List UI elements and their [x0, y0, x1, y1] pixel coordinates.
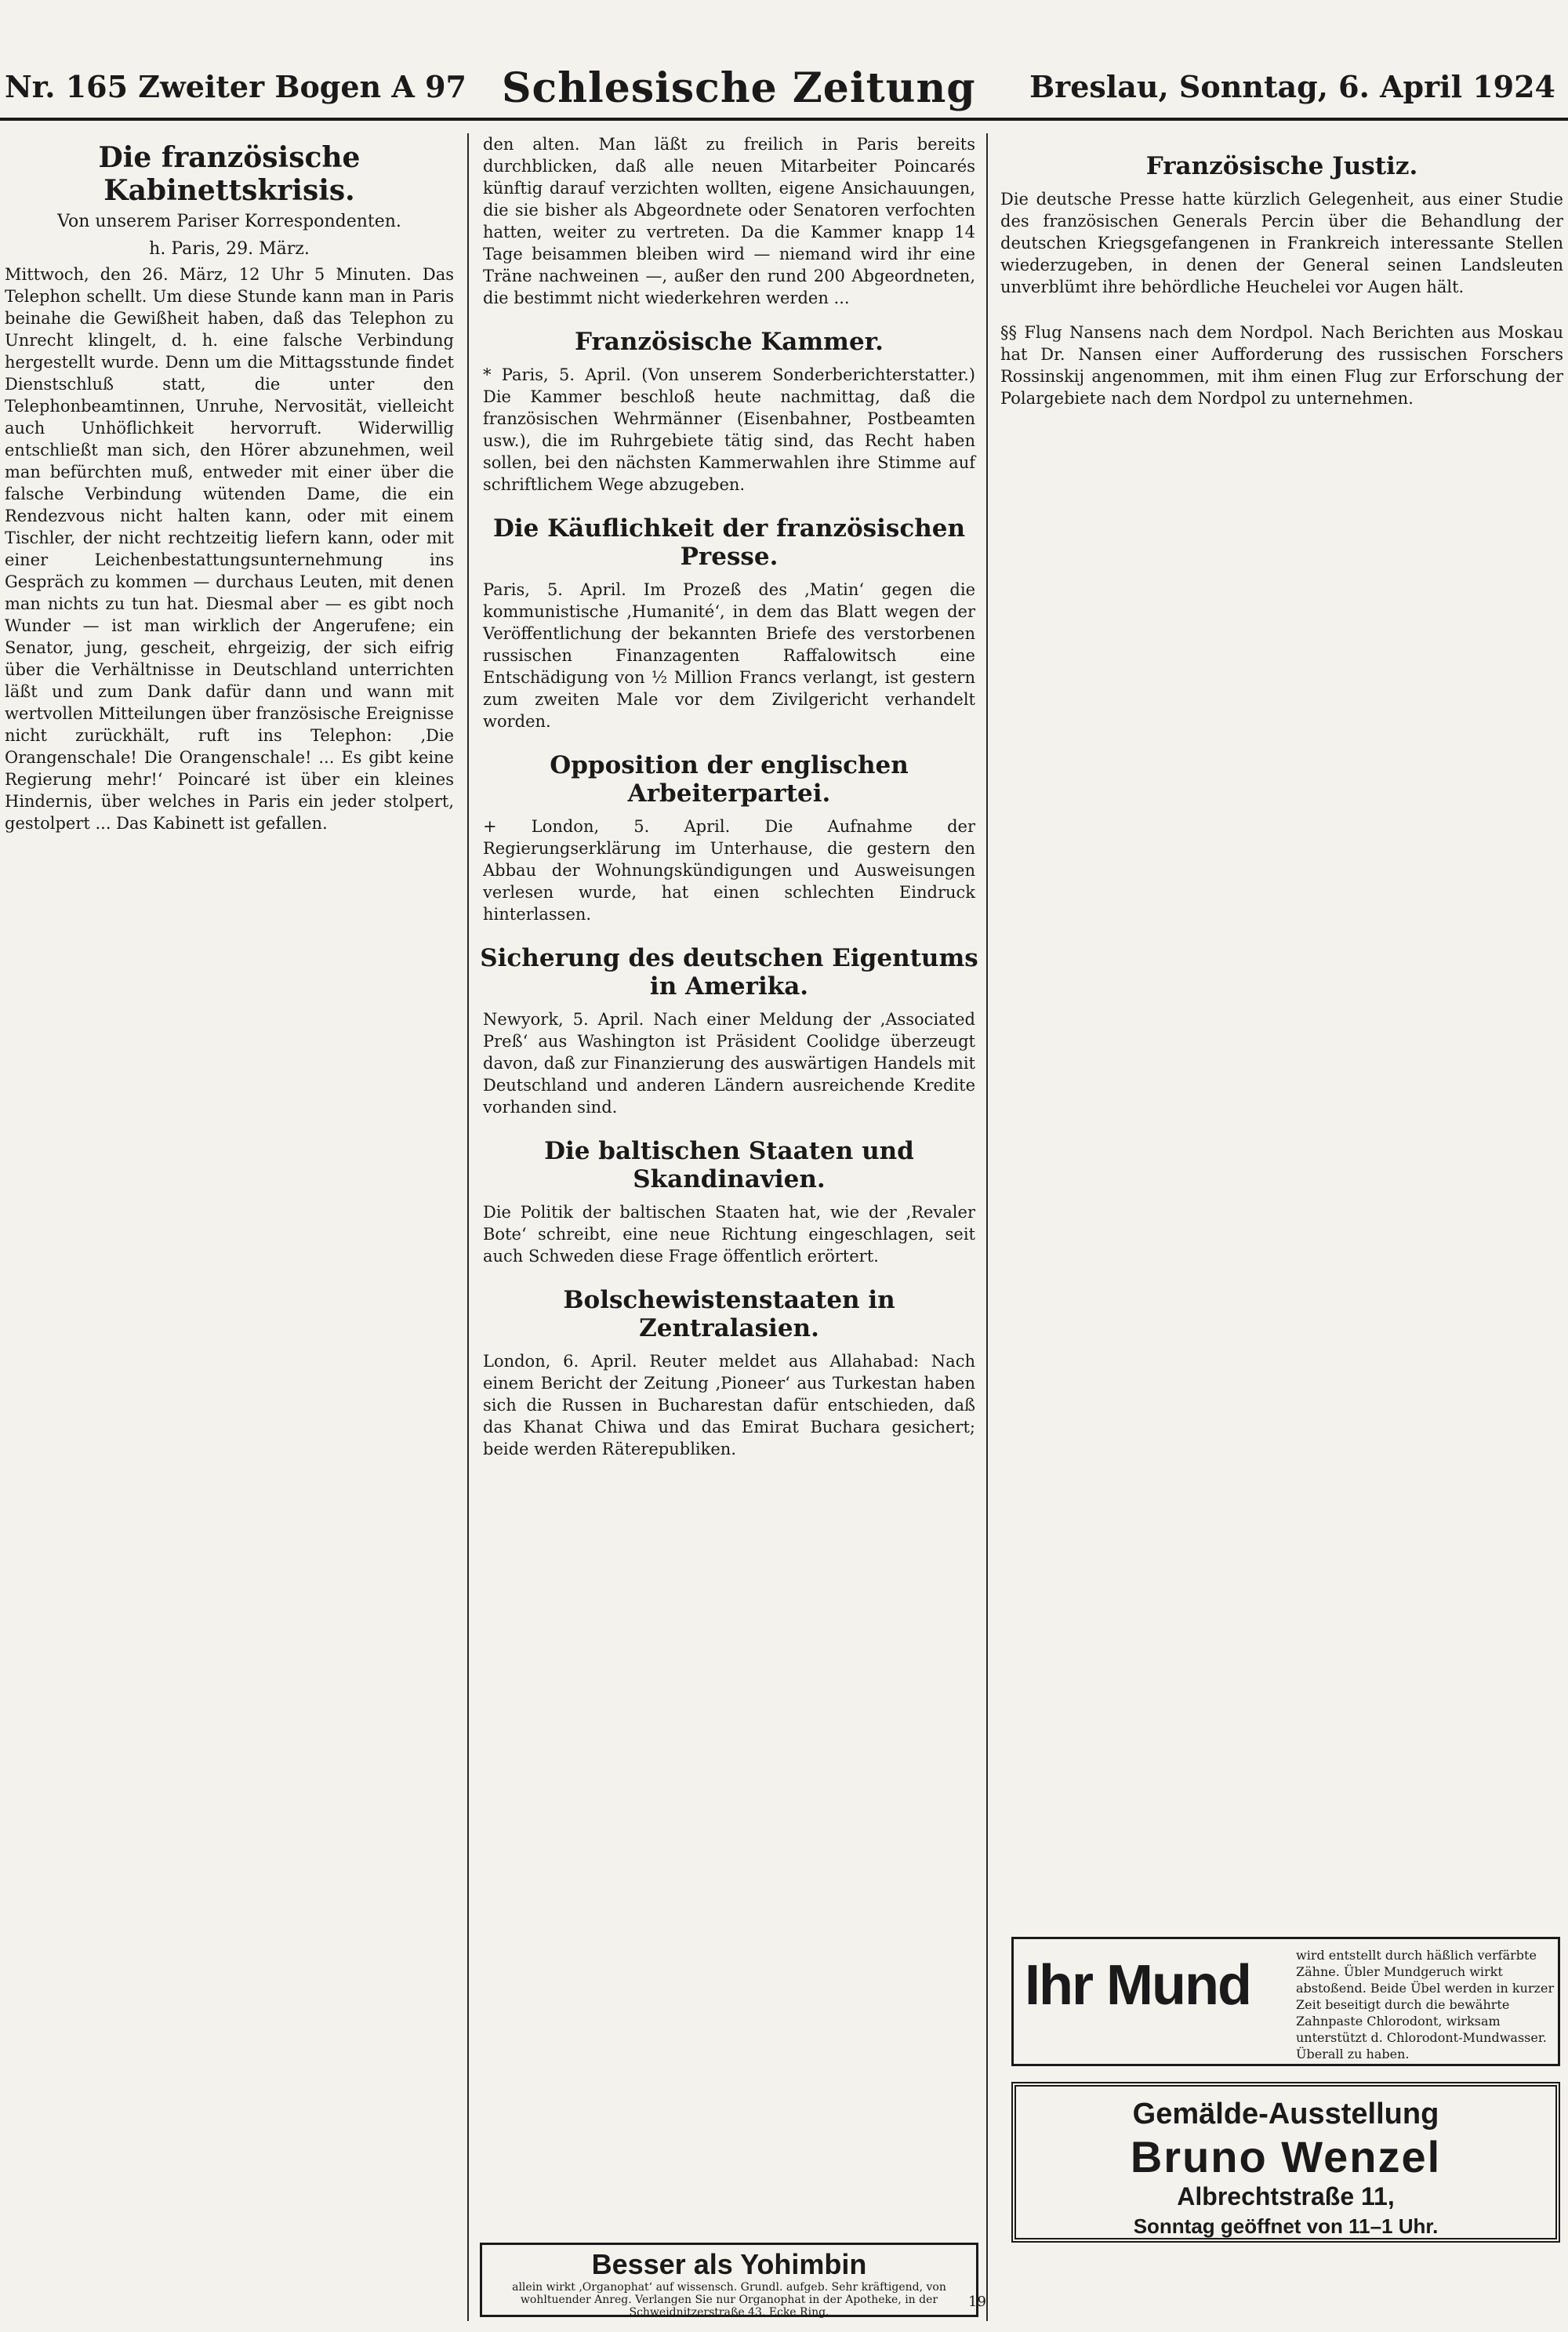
- page-number: 19: [968, 2294, 986, 2310]
- article-dateline: h. Paris, 29. März.: [149, 239, 310, 259]
- ad-line: Bruno Wenzel: [1130, 2132, 1442, 2181]
- section-body: + London, 5. April. Die Aufnahme der Regierungserklärung im Unterhause, die gestern den Abbau der Wohnungskündigungen und Ausweisungen verlesen wurde, hat einen schlechten Eindruck hinterlassen.: [483, 817, 975, 924]
- article-body: Mittwoch, den 26. März, 12 Uhr 5 Minuten. Das Telephon schellt. Um diese Stunde kann man in Paris beinahe die Gewißheit haben, daß das Telephon zu Unrecht klingelt, d. h. eine falsche Verbindung hergestellt wurde. Denn um die Mittagsstunde findet Dienstschluß statt, die unter den Telephonbeamtinnen, Unruhe, Nervosität, vielleicht auch Unhöflichkeit hervorruft. Widerwillig entschließt man sich, den Hörer abzunehmen, weil man befürchten muß, entweder mit einer über die falsche Verbindung wütenden Dame, die ein Rendezvous nicht halten kann, oder mit einem Tischler, der nicht rechtzeitig liefern kann, oder mit einer Leichenbestattungsunternehmung ins Gespräch zu kommen — durchaus Leuten, mit denen man nichts zu tun hat. Diesmal aber — es gibt noch Wunder — ist man wirklich der Angerufene; ein Senator, jung, gescheit, ehrgeizig, der sich eifrig über die Verhältnisse in Deutschland unterrichten läßt und zum Dank dafür dann und wann mit wertvollen Mitteilungen über französische Ereignisse nicht zurückhält, ruft ins Telephon: ‚Die Orangenschale! Die Orangenschale! ... Es gibt keine Regierung mehr!‘ Poincaré ist über ein kleines Hindernis, über welches in Paris ein jeder stolpert, gestolpert ... Das Kabinett ist gefallen.: [5, 265, 454, 833]
- advertisement-chlorodont: [1011, 1937, 1560, 2066]
- column-1: [0, 133, 459, 2321]
- section-body: London, 6. April. Reuter meldet aus Allahabad: Nach einem Bericht der Zeitung ‚Pioneer‘ aus Turkestan haben sich die Russen in Bucharestan dafür entschieden, daß das Khanat Chiwa und das Emirat Buchara gesichert; beide werden Räterepubliken.: [483, 1352, 975, 1458]
- article-continuation: den alten. Man läßt zu freilich in Paris bereits durchblicken, daß alle neuen Mitarbeiter Poincarés künftig darauf verzichten wollten, eigene Ansichauungen, die sie bisher als Abgeordnete oder Senatoren verfochten hatten, weiter zu vertreten. Da die Kammer knapp 14 Tage beisammen bleiben wird — niemand wird ihr eine Träne nachweinen —, außer den rund 200 Abgeordneten, die bestimmt nicht wiederkehren werden ...: [483, 135, 975, 307]
- ad-headline: Besser als Yohimbin: [591, 2248, 867, 2280]
- ad-headline: Ihr Mund: [1025, 1954, 1250, 2017]
- section-heading: Französische Kammer.: [575, 328, 884, 356]
- section-heading: Bolschewistenstaaten in Zentralasien.: [563, 1286, 895, 1342]
- advertisement-organophat: [480, 2243, 978, 2317]
- article-byline: Von unserem Pariser Korrespondenten.: [57, 212, 401, 231]
- ad-line: Gemälde-Ausstellung: [1132, 2098, 1439, 2130]
- ad-text: wird entstellt durch häßlich verfärbte Zähne. Übler Mundgeruch wirkt abstoßend. Beide Übel werden in kurzer Zeit beseitigt durch die bewährte Zahnpaste Chlorodont, wirksam unterstützt d. Chlorodont-Mundwasser. Überall zu haben.: [1296, 1948, 1555, 2061]
- section-body: * Paris, 5. April. (Von unserem Sonderberichterstatter.) Die Kammer beschloß heute nachmittag, daß die französischen Wehrmänner (Eisenbahner, Postbeamten usw.), die im Ruhrgebiete tätig sind, das Recht haben sollen, bei den nächsten Kammerwahlen ihre Stimme auf schriftlichem Wege abzugeben.: [483, 365, 975, 494]
- issue-date: Breslau, Sonntag, 6. April 1924: [1029, 69, 1555, 104]
- column-divider: [467, 133, 469, 2321]
- advertisement-exhibition: [1011, 2082, 1560, 2243]
- column-2: [478, 133, 980, 2321]
- section-heading: Französische Justiz.: [1145, 152, 1418, 180]
- ad-text: allein wirkt ‚Organophat‘ auf wissensch. Grundl. aufgeb. Sehr kräftigend, von wohltuender Anreg. Verlangen Sie nur Organophat in der Apotheke, in der Schweidnitzerstraße 43, Ecke Ring.: [512, 2281, 946, 2319]
- section-body: Newyork, 5. April. Nach einer Meldung der ‚Associated Preß‘ aus Washington ist Präsident Coolidge überzeugt davon, daß zur Finanzierung des auswärtigen Handels mit Deutschland und anderen Ländern ausreichende Kredite vorhanden sind.: [483, 1010, 975, 1117]
- section-heading: Die Käuflichkeit der französischen Presse.: [492, 514, 966, 571]
- issue-number: Nr. 165 Zweiter Bogen A 97: [5, 69, 466, 104]
- section-body: Die deutsche Presse hatte kürzlich Gelegenheit, aus einer Studie des französischen Generals Percin über die Behandlung der deutschen Kriegsgefangenen in Frankreich interessante Stellen wiederzugeben, in denen der General seinen Landsleuten unverblümt ihre behördliche Heuchelei vor Augen hält.: [1000, 190, 1563, 296]
- ad-line: Albrechtstraße 11,: [1177, 2182, 1395, 2210]
- newspaper-title: Schlesische Zeitung: [502, 64, 976, 112]
- masthead: [0, 63, 1568, 121]
- section-body: Paris, 5. April. Im Prozeß des ‚Matin‘ gegen die kommunistische ‚Humanité‘, in dem das Blatt wegen der Veröffentlichung der bekannten Briefe des verstorbenen russischen Finanzagenten Raffalowitsch eine Entschädigung von ½ Million Francs verlangt, ist gestern zum zweiten Male vor dem Zivilgericht verhandelt worden.: [483, 580, 975, 731]
- section-heading: Opposition der englischen Arbeiterpartei.: [550, 751, 909, 808]
- section-body: Die Politik der baltischen Staaten hat, wie der ‚Revaler Bote‘ schreibt, eine neue Richtung eingeschlagen, seit auch Schweden diese Frage öffentlich erörtert.: [483, 1203, 975, 1266]
- section-heading: Sicherung des deutschen Eigentums in Amerika.: [480, 944, 978, 1001]
- column-divider: [986, 133, 988, 2321]
- section-heading: Die baltischen Staaten und Skandinavien.: [544, 1137, 914, 1193]
- article-headline: Die französische Kabinettskrisis.: [98, 141, 361, 207]
- ad-line: Sonntag geöffnet von 11–1 Uhr.: [1133, 2214, 1439, 2238]
- news-item: §§ Flug Nansens nach dem Nordpol. Nach Berichten aus Moskau hat Dr. Nansen einer Aufforderung des russischen Forschers Rossinskij angenommen, mit ihm einen Flug zur Erforschung der Polargebiete nach dem Nordpol zu unternehmen.: [1000, 323, 1563, 408]
